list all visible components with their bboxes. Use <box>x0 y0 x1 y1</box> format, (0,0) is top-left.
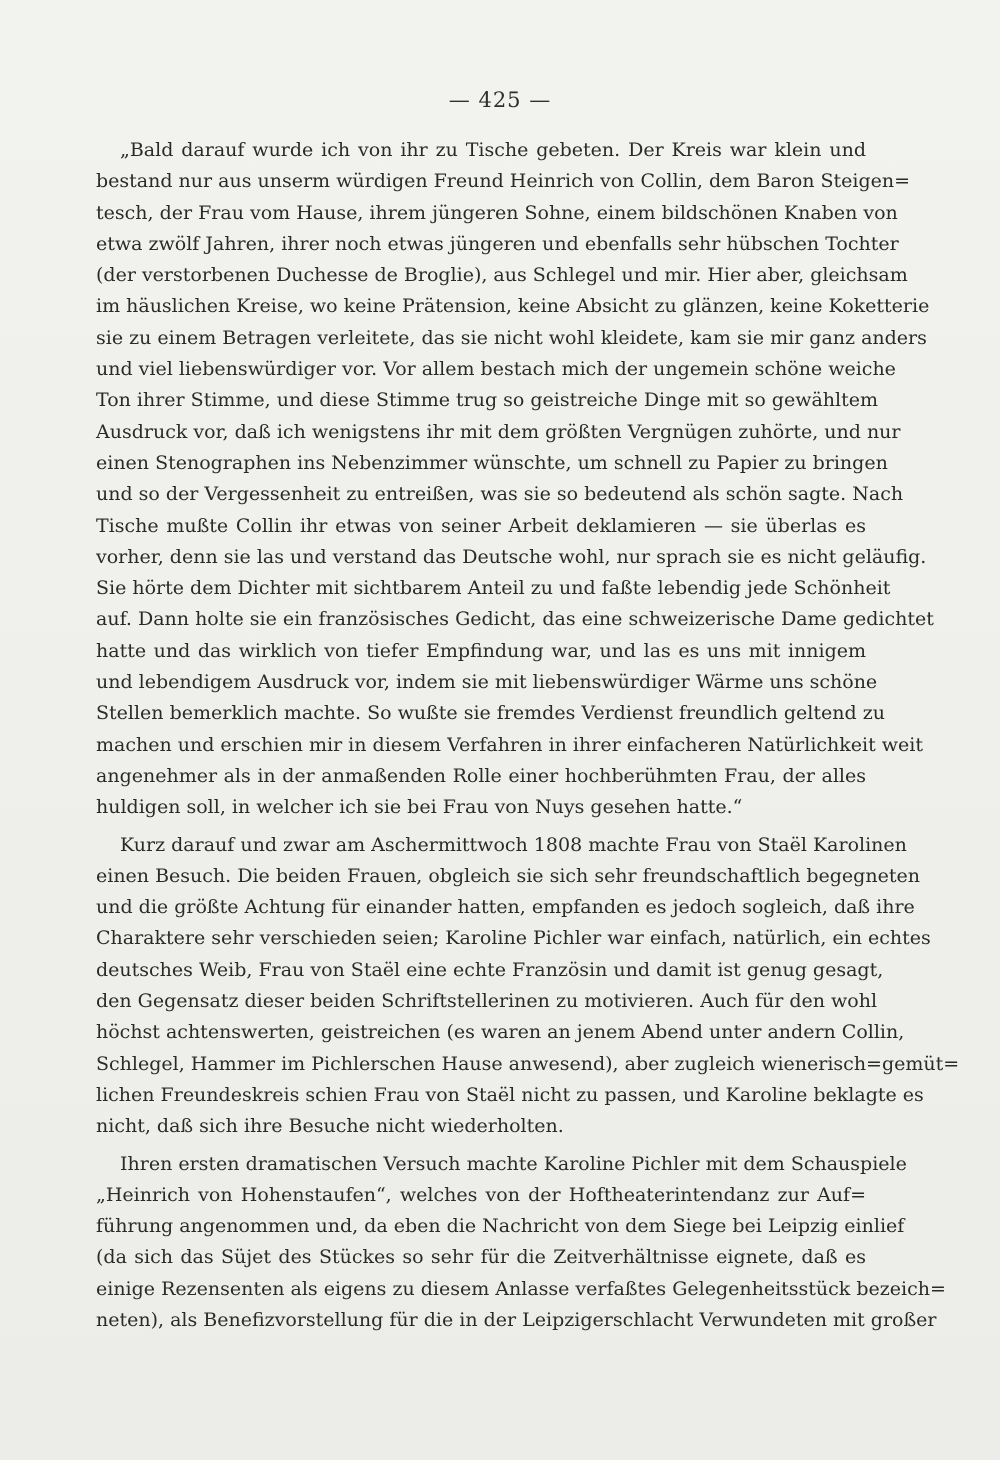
paragraph-3 <box>96 1149 946 1337</box>
paragraph-2 <box>96 830 960 1143</box>
text-line: sie zu einem Betragen verleitete, das sie nicht wohl kleidete, kam sie mir ganz anders <box>96 326 927 349</box>
text-line: vorher, denn sie las und verstand das Deutsche wohl, nur sprach sie es nicht geläufig. <box>96 545 927 568</box>
text-line: (da sich das Süjet des Stückes so sehr für die Zeitverhältnisse eignete, daß es <box>96 1246 866 1269</box>
text-line: deutsches Weib, Frau von Staël eine echte Französin und damit ist genug gesagt, <box>96 958 884 981</box>
page-number: — 425 — <box>448 88 552 112</box>
text-line: auf. Dann holte sie ein französisches Gedicht, das eine schweizerische Dame gedichtet <box>96 608 934 631</box>
text-line: etwa zwölf Jahren, ihrer noch etwas jüngeren und ebenfalls sehr hübschen Tochter <box>96 232 899 255</box>
text-line: Ausdruck vor, daß ich wenigstens ihr mit dem größten Vergnügen zuhörte, und nur <box>96 420 901 443</box>
text-line: hatte und das wirklich von tiefer Empfindung war, und las es uns mit innigem <box>96 639 866 662</box>
text-line: Tische mußte Collin ihr etwas von seiner Arbeit deklamieren — sie überlas es <box>96 514 866 537</box>
text-line: huldigen soll, in welcher ich sie bei Frau von Nuys gesehen hatte.“ <box>96 796 743 819</box>
text-line: „Heinrich von Hohenstaufen“, welches von der Hoftheaterintendanz zur Auf= <box>96 1183 866 1206</box>
text-line: und so der Vergessenheit zu entreißen, was sie so bedeutend als schön sagte. Nach <box>96 483 904 506</box>
text-line: Stellen bemerklich machte. So wußte sie fremdes Verdienst freundlich geltend zu <box>96 702 885 725</box>
text-line: „Bald darauf wurde ich von ihr zu Tische gebeten. Der Kreis war klein und <box>120 139 866 161</box>
text-line: Sie hörte dem Dichter mit sichtbarem Anteil zu und faßte lebendig jede Schönheit <box>96 577 891 600</box>
text-line: einige Rezensenten als eigens zu diesem Anlasse verfaßtes Gelegenheitsstück bezeich= <box>96 1277 946 1300</box>
text-line: tesch, der Frau vom Hause, ihrem jüngeren Sohne, einem bildschönen Knaben von <box>96 201 898 224</box>
text-line: (der verstorbenen Duchesse de Broglie), aus Schlegel und mir. Hier aber, gleichsam <box>96 264 908 287</box>
paragraph-1 <box>96 135 934 824</box>
text-line: einen Besuch. Die beiden Frauen, obgleich sie sich sehr freundschaftlich begegneten <box>96 864 920 887</box>
text-line: den Gegensatz dieser beiden Schriftstellerinen zu motivieren. Auch für den wohl <box>96 990 878 1013</box>
text-line: machen und erschien mir in diesem Verfahren in ihrer einfacheren Natürlichkeit weit <box>96 733 924 756</box>
text-line: und lebendigem Ausdruck vor, indem sie mit liebenswürdiger Wärme uns schöne <box>96 671 878 694</box>
text-line: und die größte Achtung für einander hatten, empfanden es jedoch sogleich, daß ihre <box>96 896 915 919</box>
text-line: Ton ihrer Stimme, und diese Stimme trug so geistreiche Dinge mit so gewähltem <box>96 389 879 412</box>
text-line: bestand nur aus unserm würdigen Freund Heinrich von Collin, dem Baron Steigen= <box>96 170 911 193</box>
text-line: höchst achtenswerten, geistreichen (es waren an jenem Abend unter andern Collin, <box>96 1021 905 1044</box>
text-line: angenehmer als in der anmaßenden Rolle einer hochberühmten Frau, der alles <box>96 764 866 787</box>
body-text <box>96 135 960 1336</box>
text-line: nicht, daß sich ihre Besuche nicht wiederholten. <box>96 1115 564 1138</box>
text-line: Kurz darauf und zwar am Aschermittwoch 1808 machte Frau von Staël Karolinen <box>120 833 907 856</box>
text-line: einen Stenographen ins Nebenzimmer wünschte, um schnell zu Papier zu bringen <box>96 451 888 474</box>
text-line: Charaktere sehr verschieden seien; Karoline Pichler war einfach, natürlich, ein echtes <box>96 927 931 950</box>
text-line: Schlegel, Hammer im Pichlerschen Hause anwesend), aber zugleich wienerisch=gemüt= <box>96 1052 960 1075</box>
text-line: und viel liebenswürdiger vor. Vor allem bestach mich der ungemein schöne weiche <box>96 358 896 381</box>
text-line: Ihren ersten dramatischen Versuch machte Karoline Pichler mit dem Schauspiele <box>120 1152 907 1175</box>
text-line: neten), als Benefizvorstellung für die in der Leipzigerschlacht Verwundeten mit großer <box>96 1308 937 1331</box>
text-line: führung angenommen und, da eben die Nachricht von dem Siege bei Leipzig einlief <box>96 1215 905 1238</box>
text-line: im häuslichen Kreise, wo keine Prätension, keine Absicht zu glänzen, keine Koketterie <box>96 295 930 318</box>
text-line: lichen Freundeskreis schien Frau von Staël nicht zu passen, und Karoline beklagte es <box>96 1083 924 1106</box>
